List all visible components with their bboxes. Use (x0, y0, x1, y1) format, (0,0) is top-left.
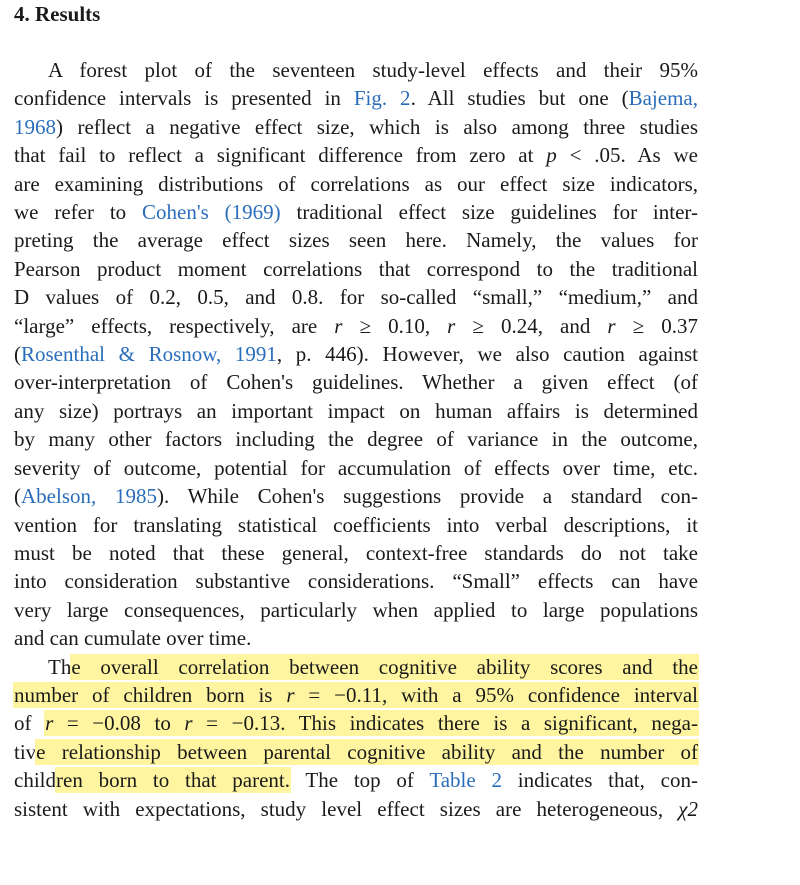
math-r: r (286, 682, 295, 707)
bajema-year-link[interactable]: 1968 (14, 114, 56, 139)
text-line (14, 482, 698, 510)
text-line (14, 312, 698, 340)
text-line (14, 596, 698, 624)
text-span: = −0.08 to (53, 711, 185, 736)
text-span: severity of outcome, potential for accumulation of effects over time, etc. (14, 455, 698, 480)
highlighted-text: ren born to that parent. (56, 768, 290, 793)
text-span: that fail to reflect a significant difference from zero at (14, 143, 547, 168)
text-span: preting the average effect sizes seen here. Namely, the values for (14, 228, 698, 253)
text-line (14, 56, 698, 84)
math-r: r (447, 313, 456, 338)
text-span: A forest plot of the seventeen study-level effects and their 95% (48, 58, 698, 82)
text-span: tiv (14, 739, 37, 764)
text-span: into consideration substantive considerations. “Small” effects can have (14, 569, 698, 594)
text-span: < .05. As we (556, 143, 698, 168)
math-p: p (546, 143, 557, 168)
bajema-link[interactable]: Bajema, (628, 86, 698, 111)
text-span: confidence intervals is presented in (14, 86, 354, 111)
text-span: . All studies but one ( (410, 86, 629, 111)
text-span: ) reflect a negative effect size, which is also among three studies (56, 114, 698, 139)
text-line (14, 283, 698, 311)
math-r: r (607, 313, 616, 338)
text-span: sistent with expectations, study level effect sizes are heterogeneous, (14, 796, 679, 821)
text-span: D values of 0.2, 0.5, and 0.8. for so-called “small,” “medium,” and (14, 285, 698, 310)
text-line (14, 709, 698, 737)
text-line (14, 738, 698, 766)
text-line (14, 226, 698, 254)
math-chi-squared: χ2 (678, 796, 698, 821)
text-span: ≥ 0.24, and (455, 313, 608, 338)
text-line (14, 624, 698, 652)
highlighted-text: e overall correlation between cognitive ability scores and the (71, 654, 698, 679)
text-span: ). While Cohen's suggestions provide a standard con- (156, 484, 699, 509)
text-span: ( (14, 484, 21, 509)
text-span: ≥ 0.37 (615, 313, 698, 338)
edge-mark (0, 858, 1, 874)
section-heading: 4. Results (14, 2, 101, 26)
text-span: , p. 446). However, we also caution against (276, 342, 698, 367)
highlighted-text: e relationship between parental cognitive ability and the number of (36, 739, 698, 764)
text-line (14, 681, 698, 709)
text-line (14, 397, 698, 425)
text-span: any size) portrays an important impact on human affairs is determined (14, 398, 698, 423)
text-span: = −0.13. This indicates there is a significant, nega- (192, 711, 698, 736)
text-span: “large” effects, respectively, are (14, 313, 335, 338)
text-line (14, 141, 698, 169)
table-2-link[interactable]: Table 2 (429, 768, 502, 793)
text-line (14, 425, 698, 453)
text-line (14, 84, 698, 112)
text-line (14, 653, 698, 681)
text-span: number of children born is (14, 682, 287, 707)
text-line (14, 511, 698, 539)
text-span: over-interpretation of Cohen's guidelines. Whether a given effect (of (14, 370, 698, 395)
highlighted-text (45, 711, 698, 735)
text-span: Pearson product moment correlations that correspond to the traditional (14, 256, 698, 281)
math-r: r (45, 711, 54, 736)
cohen-1969-link[interactable]: Cohen's (1969) (142, 200, 281, 225)
abelson-link[interactable]: Abelson, 1985 (21, 484, 157, 509)
text-span: very large consequences, particularly when applied to large populations (14, 597, 698, 622)
math-r: r (184, 711, 193, 736)
text-span: traditional effect size guidelines for inter- (280, 200, 698, 225)
paragraph-2 (14, 653, 698, 823)
text-span: = −0.11, with a 95% confidence interval (294, 682, 698, 707)
results-body (14, 56, 698, 823)
text-line (14, 795, 698, 823)
text-span: ( (14, 342, 21, 367)
rosenthal-rosnow-link[interactable]: Rosenthal & Rosnow, 1991 (21, 342, 277, 367)
math-r: r (334, 313, 343, 338)
text-line (14, 368, 698, 396)
text-span: child (14, 768, 56, 793)
text-line (14, 113, 698, 141)
text-span: must be noted that these general, context-free standards do not take (14, 540, 698, 565)
text-span: ≥ 0.10, (342, 313, 448, 338)
text-span: we refer to (14, 200, 143, 225)
fig-2-link[interactable]: Fig. 2 (353, 86, 411, 111)
text-span: and can cumulate over time. (14, 626, 252, 651)
text-span: by many other factors including the degree of variance in the outcome, (14, 427, 698, 452)
paragraph-1 (14, 56, 698, 653)
text-span: are examining distributions of correlations as our effect size indicators, (14, 171, 698, 196)
text-line (14, 170, 698, 198)
text-line (14, 454, 698, 482)
text-span: vention for translating statistical coefficients into verbal descriptions, it (14, 512, 698, 537)
text-line (14, 539, 698, 567)
text-span: of (14, 711, 46, 736)
text-span: indicates that, con- (501, 768, 698, 793)
text-span: Th (48, 654, 72, 679)
text-line (14, 567, 698, 595)
text-line (14, 198, 698, 226)
text-line (14, 340, 698, 368)
text-span: The top of (289, 768, 430, 793)
text-line (14, 766, 698, 794)
text-line (14, 255, 698, 283)
highlighted-text (14, 683, 698, 707)
